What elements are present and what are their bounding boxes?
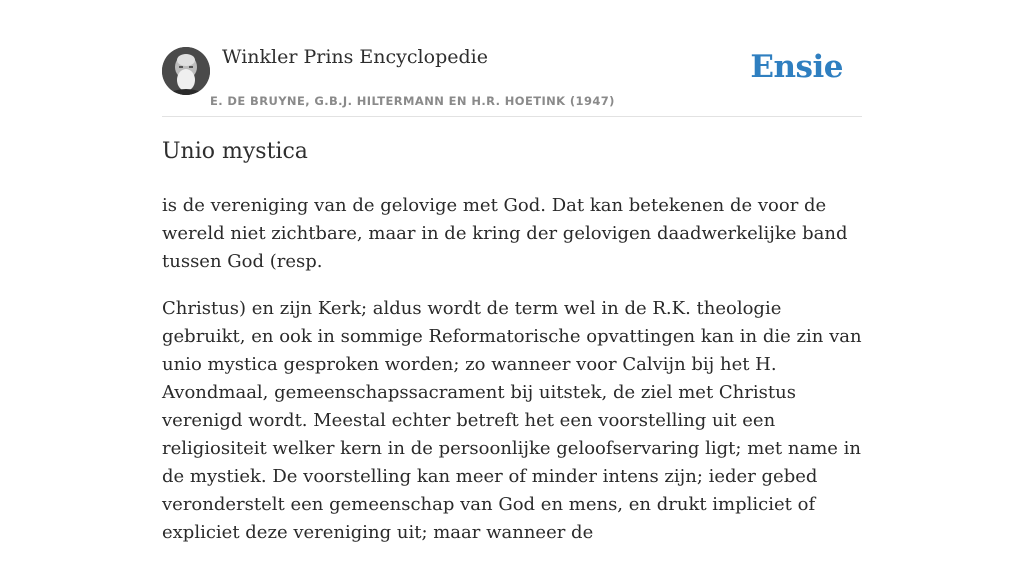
author-portrait[interactable] — [162, 47, 210, 95]
site-header — [162, 44, 862, 117]
ensie-logo[interactable]: Ensie — [750, 49, 843, 85]
publication-title[interactable]: Winkler Prins Encyclopedie — [222, 46, 488, 68]
article-paragraph: Christus) en zijn Kerk; aldus wordt de term wel in de R.K. theologie gebruikt, en ook in sommige Reformatorische opvattingen kan in die zin van unio mystica gesproken worden; zo wanneer voor Calvijn bij het H. Avondmaal, gemeenschapssacrament bij uitstek, de ziel met Christus verenigd wordt. Meestal echter betreft het een voorstelling uit een religiositeit welker kern in de persoonlijke geloofservaring ligt; met name in de mystiek. De voorstelling kan meer of minder intens zijn; ieder gebed veronderstelt een gemeenschap van God en mens, en drukt impliciet of expliciet deze vereniging uit; maar wanneer de — [162, 298, 862, 543]
article-body — [162, 192, 862, 566]
publication-authors: E. DE BRUYNE, G.B.J. HILTERMANN EN H.R. HOETINK (1947) — [210, 94, 615, 108]
article-title: Unio mystica — [162, 139, 308, 164]
article-paragraph: is de vereniging van de gelovige met God. Dat kan betekenen de voor de wereld niet zichtbare, maar in de kring der gelovigen daadwerkelijke band tussen God (resp. — [162, 195, 848, 272]
